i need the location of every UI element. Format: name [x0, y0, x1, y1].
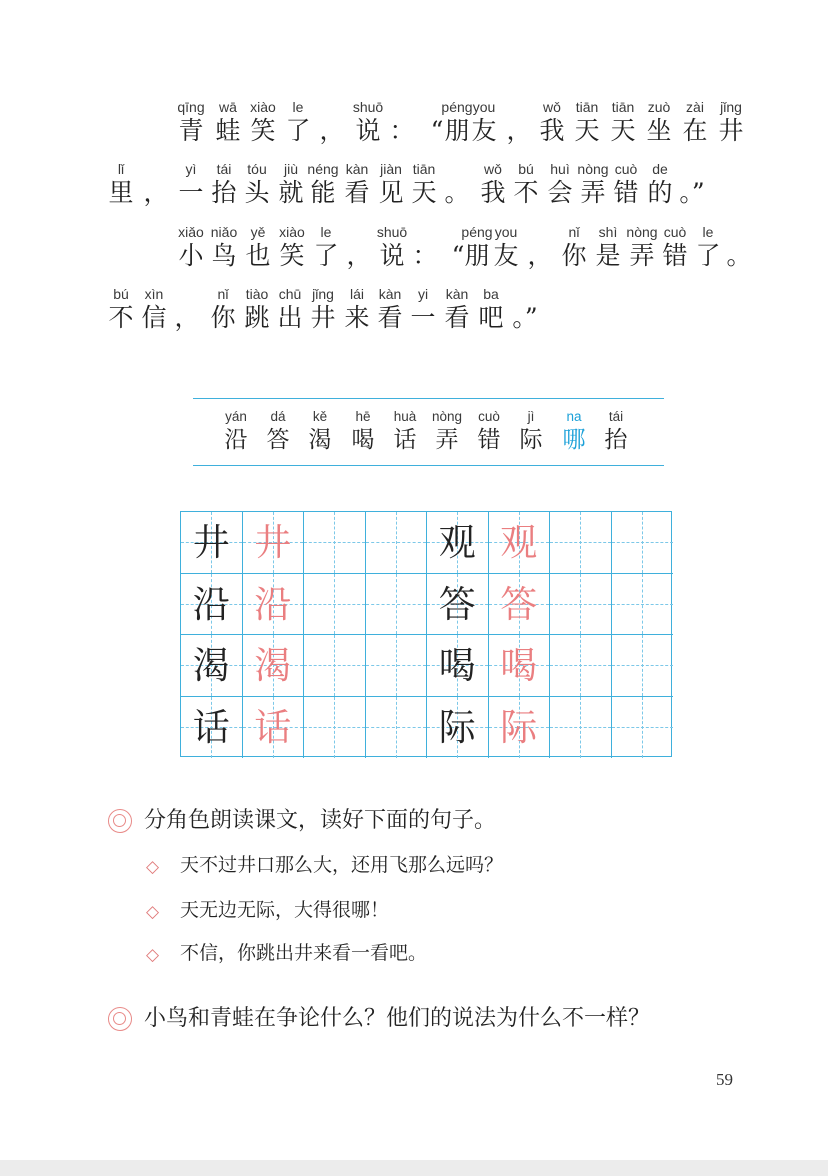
grid-cell	[489, 697, 551, 759]
grid-cell	[243, 574, 305, 636]
ruby-char	[501, 98, 537, 146]
ruby-char	[624, 223, 660, 271]
ruby-char	[488, 223, 524, 271]
hanzi: 吧	[478, 303, 504, 332]
hanzi: 抬	[211, 178, 237, 207]
pinyin: yě	[250, 224, 266, 240]
ruby-char	[534, 98, 570, 146]
pinyin: xiào	[279, 224, 305, 240]
pinyin: bú	[518, 161, 534, 177]
hanzi: 我	[480, 178, 506, 207]
hanzi: 朋	[444, 116, 470, 145]
vocab-hanzi: 话	[393, 427, 417, 453]
pinyin: néng	[307, 161, 339, 177]
model-character: 话	[192, 705, 230, 749]
vocab-word	[300, 408, 340, 454]
grid-cell	[427, 512, 489, 574]
pinyin: nǐ	[568, 224, 580, 240]
trace-character: 渴	[254, 644, 292, 687]
hanzi: 天	[610, 116, 636, 145]
pinyin: de	[652, 161, 668, 177]
hanzi: 看	[344, 178, 370, 207]
hanzi: 错	[613, 178, 639, 207]
pinyin: niǎo	[210, 224, 238, 240]
ruby-char	[439, 160, 475, 208]
hanzi: 友	[471, 116, 497, 145]
hanzi: 小	[178, 241, 204, 270]
grid-cell	[366, 635, 428, 697]
pinyin: jǐng	[720, 99, 742, 115]
hanzi: 看	[377, 303, 403, 332]
ruby-char	[373, 160, 409, 208]
ruby-char	[308, 223, 344, 271]
pinyin: kàn	[445, 286, 469, 302]
vocab-hanzi: 喝	[351, 427, 375, 453]
grid-cell	[181, 697, 243, 759]
model-character: 井	[192, 521, 230, 564]
passage-line	[0, 98, 828, 162]
pinyin: péng	[441, 99, 473, 115]
hanzi: 里	[108, 178, 134, 207]
ruby-char	[590, 223, 626, 271]
ruby-char	[339, 160, 375, 208]
ruby-char	[239, 285, 275, 333]
diamond-bullet-icon: ◇	[146, 857, 160, 877]
ruby-char	[350, 98, 386, 146]
hanzi: “	[451, 241, 465, 270]
model-character: 际	[438, 705, 476, 749]
model-character: 答	[438, 582, 476, 626]
pinyin	[501, 98, 537, 116]
hanzi: 弄	[629, 241, 655, 270]
hanzi: 见	[378, 178, 404, 207]
ruby-char	[575, 160, 611, 208]
ruby-char	[569, 98, 605, 146]
page-number: 59	[716, 1070, 733, 1089]
pinyin: shì	[598, 224, 618, 240]
pinyin: le	[702, 224, 714, 240]
ruby-char	[305, 285, 341, 333]
vocab-word	[596, 408, 636, 454]
vocab-pinyin: dá	[270, 409, 286, 424]
ruby-char	[721, 223, 757, 271]
vocab-word	[216, 408, 256, 454]
hanzi: 头	[244, 178, 270, 207]
ruby-char	[103, 285, 139, 333]
vocab-word	[427, 408, 467, 454]
page-bottom-band	[0, 1160, 828, 1176]
ruby-char	[173, 223, 209, 271]
pinyin: shuō	[376, 224, 408, 240]
ruby-char	[245, 98, 281, 146]
grid-cell	[612, 574, 674, 636]
vocab-hanzi: 答	[266, 427, 290, 453]
grid-cell	[489, 574, 551, 636]
passage-line	[0, 223, 828, 287]
model-character: 渴	[192, 644, 230, 687]
pinyin: qīng	[177, 99, 205, 115]
hanzi: ，	[174, 303, 200, 332]
writing-grid	[180, 511, 672, 757]
hanzi: “	[430, 116, 444, 145]
vocab-hanzi: 抬	[604, 427, 628, 453]
vocab-word	[258, 408, 298, 454]
ruby-char	[206, 160, 242, 208]
grid-cell	[550, 697, 612, 759]
grid-cell	[243, 635, 305, 697]
pinyin: wā	[219, 99, 237, 115]
hanzi: 弄	[580, 178, 606, 207]
ruby-char	[642, 160, 678, 208]
pinyin: nòng	[577, 161, 609, 177]
hanzi: ：	[412, 241, 438, 270]
ruby-char	[507, 285, 543, 333]
pinyin	[169, 285, 205, 303]
grid-cell	[427, 574, 489, 636]
pinyin: xiào	[250, 99, 276, 115]
pinyin: yì	[185, 161, 197, 177]
hanzi: 不	[513, 178, 539, 207]
ruby-char	[374, 223, 410, 271]
trace-character: 观	[500, 521, 538, 564]
vocab-hanzi: 哪	[562, 427, 586, 453]
ruby-char	[522, 223, 558, 271]
pinyin: nǐ	[217, 286, 229, 302]
ruby-char	[272, 285, 308, 333]
pinyin: yi	[417, 286, 429, 302]
ruby-char	[405, 285, 441, 333]
vocab-pinyin: cuò	[478, 409, 500, 424]
pinyin	[674, 160, 710, 178]
trace-character: 话	[254, 705, 292, 749]
ruby-char	[608, 160, 644, 208]
vocab-pinyin: kě	[312, 409, 328, 424]
pinyin: cuò	[614, 161, 638, 177]
grid-cell	[489, 512, 551, 574]
hanzi: 友	[493, 241, 519, 270]
ruby-char	[169, 285, 205, 333]
passage-line	[0, 285, 828, 349]
ruby-char	[239, 160, 275, 208]
ruby-char	[314, 98, 350, 146]
ruby-char	[136, 285, 172, 333]
vocab-hanzi: 沿	[224, 427, 248, 453]
ruby-char	[206, 223, 242, 271]
ruby-char	[674, 160, 710, 208]
grid-cell	[612, 512, 674, 574]
ruby-char	[205, 285, 241, 333]
ruby-char	[466, 98, 502, 146]
ruby-char	[475, 160, 511, 208]
vocab-word	[343, 408, 383, 454]
pinyin	[341, 223, 377, 241]
hanzi: 是	[595, 241, 621, 270]
ruby-char	[713, 98, 749, 146]
grid-cell	[304, 635, 366, 697]
ruby-char	[384, 98, 420, 146]
hanzi: 来	[344, 303, 370, 332]
hanzi: 。”	[512, 303, 538, 332]
hanzi: ：	[389, 116, 415, 145]
grid-cell	[243, 512, 305, 574]
model-character: 沿	[192, 582, 230, 626]
vocab-pinyin: yán	[225, 409, 247, 424]
exercise-badge-icon	[108, 1007, 132, 1031]
hanzi: 天	[574, 116, 600, 145]
model-character: 喝	[438, 644, 476, 687]
exercise-2-text: 小鸟和青蛙在争论什么？他们的说法为什么不一样？	[144, 1006, 651, 1031]
grid-cell	[427, 635, 489, 697]
pinyin: le	[292, 99, 304, 115]
ruby-char	[657, 223, 693, 271]
pinyin	[522, 223, 558, 241]
pinyin	[384, 98, 420, 116]
pinyin: you	[472, 99, 496, 115]
grid-cell	[427, 697, 489, 759]
hanzi: 井	[310, 303, 336, 332]
vocab-pinyin: huà	[393, 409, 417, 424]
trace-character: 沿	[254, 582, 292, 626]
ruby-char	[173, 98, 209, 146]
grid-cell	[366, 697, 428, 759]
grid-cell	[550, 635, 612, 697]
ruby-char	[240, 223, 276, 271]
pinyin: cuò	[663, 224, 687, 240]
hanzi: 坐	[646, 116, 672, 145]
hanzi: ，	[346, 241, 372, 270]
passage-line	[0, 160, 828, 224]
hanzi: 你	[561, 241, 587, 270]
pinyin: lǐ	[117, 161, 125, 177]
pinyin: lái	[349, 286, 364, 302]
ruby-char	[473, 285, 509, 333]
ruby-char	[439, 285, 475, 333]
hanzi: 在	[682, 116, 708, 145]
hanzi: 跳	[244, 303, 270, 332]
model-character: 观	[438, 521, 476, 564]
exercise-badge-icon	[108, 809, 132, 833]
ruby-char	[406, 160, 442, 208]
hanzi: 。	[444, 178, 470, 207]
pinyin	[314, 98, 350, 116]
hanzi: 我	[539, 116, 565, 145]
hanzi: 了	[285, 116, 311, 145]
hanzi: 说	[355, 116, 381, 145]
pinyin: chū	[278, 286, 302, 302]
ruby-char	[280, 98, 316, 146]
hanzi: 说	[379, 241, 405, 270]
pinyin: tiào	[245, 286, 269, 302]
hanzi: 青	[178, 116, 204, 145]
hanzi: 笑	[250, 116, 276, 145]
grid-cell	[366, 512, 428, 574]
vocab-word	[511, 408, 551, 454]
vocab-pinyin: tái	[608, 409, 624, 424]
vocab-word	[554, 408, 594, 454]
vocab-word	[469, 408, 509, 454]
hanzi: 的	[647, 178, 673, 207]
hanzi: 能	[310, 178, 336, 207]
vocab-pinyin: nòng	[431, 409, 463, 424]
pinyin: tiān	[611, 99, 635, 115]
vocab-word	[385, 408, 425, 454]
hanzi: ，	[506, 116, 532, 145]
trace-character: 答	[500, 582, 538, 626]
hanzi: 出	[277, 303, 303, 332]
trace-character: 井	[254, 521, 292, 564]
vocab-top-rule	[193, 398, 664, 399]
pinyin: bú	[113, 286, 129, 302]
hanzi: 一	[178, 178, 204, 207]
pinyin	[439, 160, 475, 178]
pinyin: xiǎo	[178, 224, 204, 240]
pinyin: wǒ	[543, 99, 561, 115]
ruby-char	[341, 223, 377, 271]
pinyin: tiān	[575, 99, 599, 115]
pinyin: jiàn	[380, 161, 402, 177]
grid-cell	[366, 574, 428, 636]
sentence-3-text: 不信，你跳出井来看一看吧。	[180, 942, 428, 964]
hanzi: 就	[278, 178, 304, 207]
sentence-1-text: 天不过井口那么大，还用飞那么远吗？	[180, 854, 504, 876]
grid-cell	[181, 512, 243, 574]
pinyin: tiān	[412, 161, 436, 177]
hanzi: 鸟	[211, 241, 237, 270]
pinyin: huì	[550, 161, 570, 177]
pinyin	[507, 285, 543, 303]
ruby-char	[542, 160, 578, 208]
pinyin: xìn	[144, 286, 164, 302]
pinyin: zài	[686, 99, 704, 115]
vocab-pinyin: jì	[527, 409, 535, 424]
hanzi: ，	[319, 116, 345, 145]
pinyin: kàn	[345, 161, 369, 177]
grid-cell	[612, 697, 674, 759]
vocab-pinyin: hē	[355, 409, 371, 424]
vocab-bottom-rule	[193, 465, 664, 466]
hanzi: 朋	[464, 241, 490, 270]
ruby-char	[173, 160, 209, 208]
pinyin	[407, 223, 443, 241]
grid-cell	[304, 574, 366, 636]
grid-cell	[181, 635, 243, 697]
ruby-char	[305, 160, 341, 208]
hanzi: 不	[108, 303, 134, 332]
ruby-char	[138, 160, 174, 208]
ruby-char	[274, 223, 310, 271]
pinyin: jǐng	[312, 286, 334, 302]
grid-cell	[550, 512, 612, 574]
hanzi: 也	[245, 241, 271, 270]
hanzi: 井	[718, 116, 744, 145]
pinyin: jiù	[283, 161, 298, 177]
hanzi: 蛙	[215, 116, 241, 145]
sentence-2-text: 天无边无际，大得很哪！	[180, 899, 390, 921]
pinyin: le	[320, 224, 332, 240]
vocab-hanzi: 弄	[435, 427, 459, 453]
ruby-char	[210, 98, 246, 146]
pinyin	[138, 160, 174, 178]
pinyin: kàn	[378, 286, 402, 302]
ruby-char	[556, 223, 592, 271]
diamond-bullet-icon: ◇	[146, 902, 160, 922]
grid-cell	[304, 512, 366, 574]
grid-cell	[612, 635, 674, 697]
hanzi: 一	[410, 303, 436, 332]
ruby-char	[339, 285, 375, 333]
pinyin: nòng	[626, 224, 658, 240]
hanzi: 了	[313, 241, 339, 270]
hanzi: 了	[695, 241, 721, 270]
hanzi: 错	[662, 241, 688, 270]
pinyin: tái	[216, 161, 232, 177]
ruby-char	[273, 160, 309, 208]
pinyin: péng	[461, 224, 493, 240]
hanzi: 会	[547, 178, 573, 207]
pinyin: ba	[483, 286, 499, 302]
hanzi: 。”	[679, 178, 705, 207]
ruby-char	[508, 160, 544, 208]
pinyin: tóu	[247, 161, 267, 177]
grid-cell	[243, 697, 305, 759]
hanzi: 。	[726, 241, 752, 270]
ruby-char	[641, 98, 677, 146]
hanzi: 笑	[279, 241, 305, 270]
pinyin	[721, 223, 757, 241]
vocab-hanzi: 渴	[308, 427, 332, 453]
ruby-char	[372, 285, 408, 333]
ruby-char	[103, 160, 139, 208]
exercise-1-text: 分角色朗读课文，读好下面的句子。	[144, 808, 497, 833]
hanzi: 天	[411, 178, 437, 207]
ruby-char	[677, 98, 713, 146]
vocab-hanzi: 际	[519, 427, 543, 453]
vocab-pinyin: na	[566, 409, 582, 424]
trace-character: 喝	[500, 644, 538, 687]
hanzi: 你	[210, 303, 236, 332]
grid-cell	[489, 635, 551, 697]
grid-cell	[304, 697, 366, 759]
hanzi: ，	[527, 241, 553, 270]
ruby-char	[407, 223, 443, 271]
hanzi: 信	[141, 303, 167, 332]
hanzi: ，	[143, 178, 169, 207]
grid-cell	[181, 574, 243, 636]
pinyin: wǒ	[484, 161, 502, 177]
grid-cell	[550, 574, 612, 636]
pinyin: shuō	[352, 99, 384, 115]
pinyin: zuò	[647, 99, 671, 115]
diamond-bullet-icon: ◇	[146, 945, 160, 965]
trace-character: 际	[500, 705, 538, 749]
ruby-char	[605, 98, 641, 146]
vocab-hanzi: 错	[477, 427, 501, 453]
pinyin: you	[494, 224, 518, 240]
hanzi: 看	[444, 303, 470, 332]
